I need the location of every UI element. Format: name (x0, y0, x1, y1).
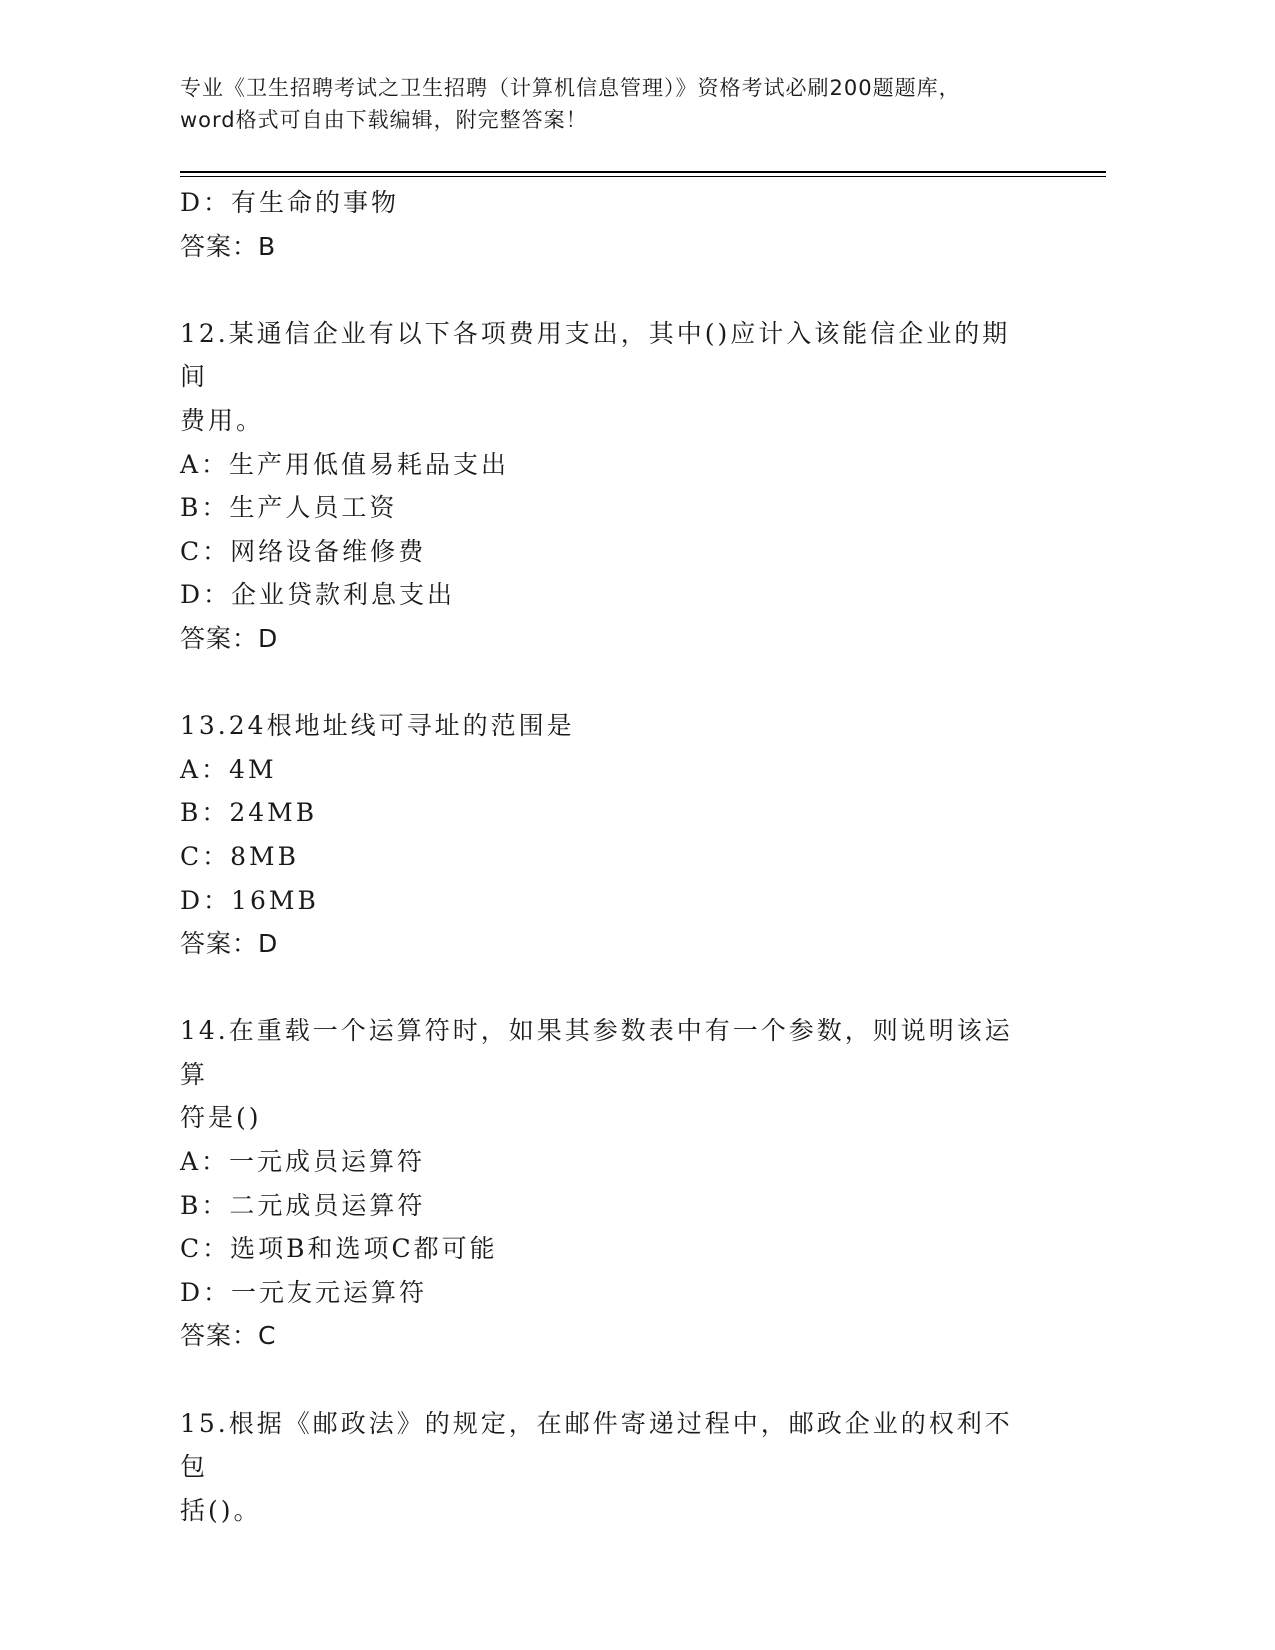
header-divider-thin (180, 176, 1106, 177)
document-header (180, 72, 1030, 136)
question-15 (180, 1402, 1030, 1533)
option-d: D：企业贷款利息支出 (180, 580, 456, 610)
question-11-tail (180, 181, 1030, 268)
question-12 (180, 312, 1030, 661)
question-13 (180, 704, 1030, 966)
spacer (180, 1358, 1030, 1402)
question-stem: 12.某通信企业有以下各项费用支出，其中()应计入该能信企业的期间 (180, 318, 1011, 392)
question-stem: 13.24根地址线可寻址的范围是 (180, 711, 575, 741)
option-b: B：二元成员运算符 (180, 1190, 426, 1220)
option-d: D：16MB (180, 885, 319, 915)
option-d: D：有生命的事物 (180, 188, 400, 217)
question-stem-continuation: 费用。 (180, 405, 265, 435)
option-b: B：生产人员工资 (180, 493, 398, 523)
question-stem: 15.根据《邮政法》的规定，在邮件寄递过程中，邮政企业的权利不包 (180, 1408, 1013, 1482)
option-c: C：8MB (180, 841, 300, 871)
answer-line: 答案：D (180, 623, 279, 653)
header-line-2: word格式可自由下载编辑，附完整答案！ (180, 108, 588, 132)
spacer (180, 661, 1030, 705)
spacer (180, 966, 1030, 1010)
header-line-1: 专业《卫生招聘考试之卫生招聘（计算机信息管理）》资格考试必刷200题题库， (180, 76, 961, 100)
option-a: A：生产用低值易耗品支出 (180, 449, 510, 479)
answer-line: 答案：D (180, 929, 279, 959)
option-a: A：4M (180, 754, 277, 784)
option-c: C：网络设备维修费 (180, 536, 427, 566)
option-d: D：一元友元运算符 (180, 1277, 428, 1307)
question-14 (180, 1009, 1030, 1358)
question-stem: 14.在重载一个运算符时，如果其参数表中有一个参数，则说明该运算 (180, 1016, 1013, 1089)
answer-line: 答案：C (180, 1321, 277, 1351)
question-list (180, 181, 1030, 1532)
spacer (180, 268, 1030, 312)
option-b: B：24MB (180, 798, 318, 828)
answer-line: 答案：B (180, 231, 277, 261)
option-a: A：一元成员运算符 (180, 1147, 426, 1177)
header-divider-thick (180, 171, 1106, 173)
question-stem-continuation: 符是() (180, 1103, 262, 1133)
option-c: C：选项B和选项C都可能 (180, 1234, 498, 1264)
question-stem-continuation: 括()。 (180, 1495, 262, 1525)
